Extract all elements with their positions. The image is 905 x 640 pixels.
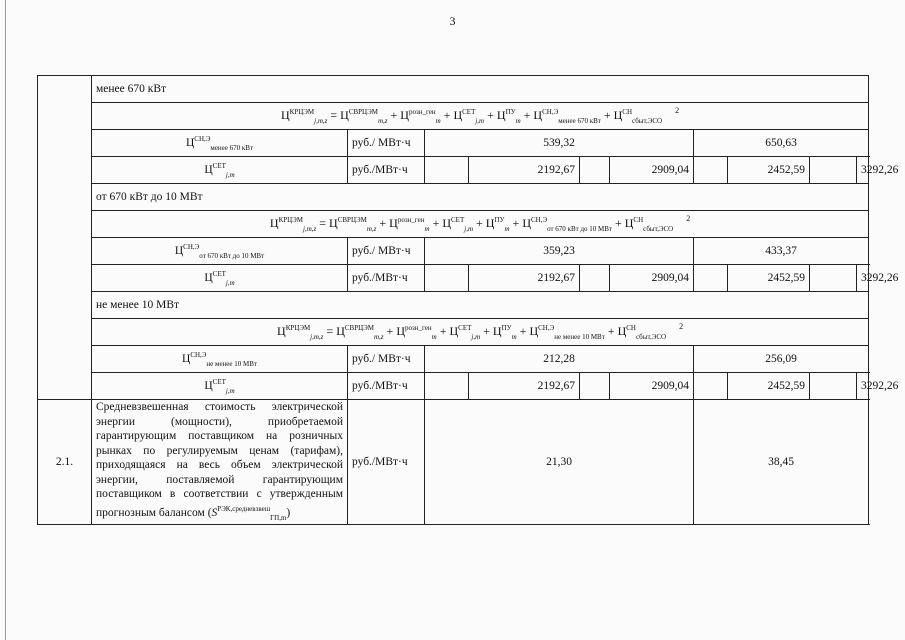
unit-cell: руб./ МВт·ч bbox=[348, 238, 425, 265]
param-symbol-cell: $Ц^{СН,Э}_{менее 670 кВт}$ bbox=[92, 130, 348, 157]
unit-cell: руб./МВт·ч bbox=[348, 265, 425, 292]
item-number: 2.1. bbox=[38, 400, 92, 525]
value-cell: 539,32 bbox=[425, 130, 694, 157]
empty-cell bbox=[810, 373, 857, 400]
formula-note: 2 bbox=[686, 213, 691, 223]
value-cell: 3292,26 bbox=[857, 265, 869, 292]
value-cell: 2192,67 bbox=[469, 373, 580, 400]
unit-cell: руб./ МВт·ч bbox=[348, 130, 425, 157]
empty-cell bbox=[810, 157, 857, 184]
value-cell: 2192,67 bbox=[469, 157, 580, 184]
section-heading: не менее 10 МВт bbox=[92, 292, 869, 319]
unit-cell: руб./ МВт·ч bbox=[348, 346, 425, 373]
empty-cell bbox=[425, 373, 469, 400]
empty-cell bbox=[694, 373, 728, 400]
param-symbol-cell: $Ц^{СН,Э}_{не менее 10 МВт}$ bbox=[92, 346, 348, 373]
param-symbol-cell: $Ц^{СЕТ}_{j,m}$ bbox=[92, 265, 348, 292]
price-formula: $Ц^{КРЦЭМ}_{j,m,z} = Ц^{СВРЦЭМ}_{m,z} + Ц^{розн\_ген}_m + Ц^{СЕТ}_{j,m} + Ц^{ПУ}_m + Ц^{СН,Э}_{не менее 10 МВт} + Ц^{СН}_{сбыт,ЭСО}$ $^2$ bbox=[92, 319, 869, 346]
value-cell: 38,45 bbox=[694, 400, 869, 525]
empty-cell bbox=[580, 373, 610, 400]
value-cell: 2452,59 bbox=[728, 157, 810, 184]
empty-cell bbox=[694, 265, 728, 292]
formula-note: 2 bbox=[679, 321, 684, 331]
value-cell: 21,30 bbox=[425, 400, 694, 525]
number-column-empty bbox=[38, 76, 92, 400]
page-edge-line bbox=[5, 0, 6, 640]
empty-cell bbox=[810, 265, 857, 292]
price-formula: $Ц^{КРЦЭМ}_{j,m,z} = Ц^{СВРЦЭМ}_{m,z} + Ц^{розн\_ген}_m + Ц^{СЕТ}_{j,m} + Ц^{ПУ}_m + Ц^{СН,Э}_{от 670 кВт до 10 МВт} + Ц^{СН}_{сбыт,ЭСО}$ $^2$ bbox=[92, 211, 869, 238]
empty-cell bbox=[694, 157, 728, 184]
unit-cell: руб./МВт·ч bbox=[348, 400, 425, 525]
value-cell: 2452,59 bbox=[728, 265, 810, 292]
tariff-table bbox=[37, 75, 899, 525]
item-symbol: $S^{РЭК,средневзвеш}_{ГП,m}$ bbox=[211, 504, 287, 522]
empty-cell bbox=[425, 265, 469, 292]
item-description: Средневзвешенная стоимость электрической энергии (мощности), приобретаемой гарантирующим поставщиком на розничных рынках по регулируемым ценам (тарифам), приходящаяся на весь объем электрической энергии, поставляемой гарантирующим поставщиком в соответствии с утвержденным прогнозным балансом $(S^{РЭК,средневзвеш}_{ГП,m})$ bbox=[92, 400, 348, 525]
value-cell: 2909,04 bbox=[610, 265, 694, 292]
empty-cell bbox=[425, 157, 469, 184]
value-cell: 256,09 bbox=[694, 346, 869, 373]
section-heading: менее 670 кВт bbox=[92, 76, 869, 103]
param-symbol-cell: $Ц^{СН,Э}_{от 670 кВт до 10 МВт}$ bbox=[92, 238, 348, 265]
page-number: 3 bbox=[449, 14, 456, 28]
value-cell: 2192,67 bbox=[469, 265, 580, 292]
value-cell: 3292,26 bbox=[857, 157, 869, 184]
value-cell: 433,37 bbox=[694, 238, 869, 265]
param-symbol-cell: $Ц^{СЕТ}_{j,m}$ bbox=[92, 373, 348, 400]
value-cell: 650,63 bbox=[694, 130, 869, 157]
value-cell: 3292,26 bbox=[857, 373, 869, 400]
unit-cell: руб./МВт·ч bbox=[348, 373, 425, 400]
formula-note: 2 bbox=[675, 105, 680, 115]
section-heading: от 670 кВт до 10 МВт bbox=[92, 184, 869, 211]
unit-cell: руб./МВт·ч bbox=[348, 157, 425, 184]
param-symbol-cell: $Ц^{СЕТ}_{j,m}$ bbox=[92, 157, 348, 184]
value-cell: 2909,04 bbox=[610, 373, 694, 400]
value-cell: 2909,04 bbox=[610, 157, 694, 184]
value-cell: 359,23 bbox=[425, 238, 694, 265]
value-cell: 2452,59 bbox=[728, 373, 810, 400]
price-formula: $Ц^{КРЦЭМ}_{j,m,z} = Ц^{СВРЦЭМ}_{m,z} + Ц^{розн\_ген}_m + Ц^{СЕТ}_{j,m} + Ц^{ПУ}_m + Ц^{СН,Э}_{менее 670 кВт} + Ц^{СН}_{сбыт,ЭСО}$ $^2$ bbox=[92, 103, 869, 130]
empty-cell bbox=[580, 265, 610, 292]
empty-cell bbox=[580, 157, 610, 184]
value-cell: 212,28 bbox=[425, 346, 694, 373]
